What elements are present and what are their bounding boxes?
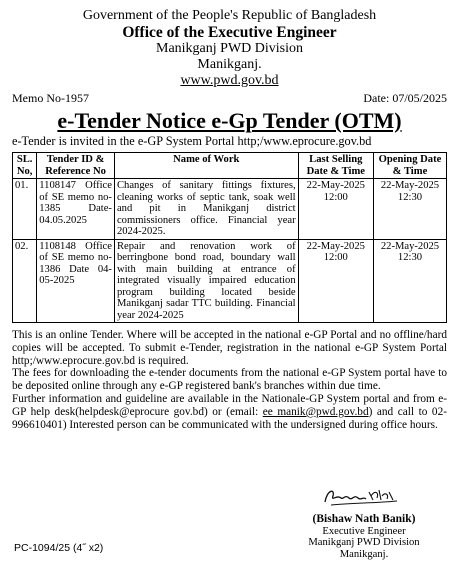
notice-body: [12, 329, 447, 431]
cell-work: Repair and renovation work of berringbone bond road, boundary wall with main building at entrance of integrated visually impaired education program building located beside Manikganj sadar TTC building. Financial year 2024-2025: [114, 239, 298, 323]
cell-selling: [298, 179, 373, 240]
signatory-designation: Executive Engineer: [322, 525, 406, 537]
notice-intro: e-Tender is invited in the e-GP System Portal http;/www.eprocure.gov.bd: [12, 134, 372, 148]
contact-text-end: ) and call to 02-996610401) Interested person can be communicated with the undersigned during office hours.: [12, 405, 447, 431]
memo-date: Date: 07/05/2025: [363, 91, 447, 105]
cell-opening: [373, 179, 446, 240]
notice-title: e-Tender Notice e-Gp Tender (OTM): [57, 108, 402, 133]
header-selling: Last Selling Date & Time: [298, 153, 373, 179]
opening-date: 22-May-2025: [380, 240, 440, 252]
cell-sl: 01.: [13, 179, 37, 240]
opening-time: 12:30: [397, 191, 423, 203]
header-work: Name of Work: [114, 153, 298, 179]
table-row: [13, 239, 447, 323]
signatory-place: Manikganj.: [339, 548, 389, 560]
paragraph-online-tender: This is an online Tender. Where will be accepted in the national e-GP Portal and no offline/hard copies will be accepted. To submit e-Tender, registration in the national e-GP System Portal http;/www.eprocure.gov.bd is required.: [12, 329, 447, 367]
header-sl: SL. No,: [13, 153, 37, 179]
cell-tender-id: 1108148 Office of SE memo no-1386 Date 04-05-2025: [37, 239, 115, 323]
opening-time: 12:30: [397, 252, 423, 263]
contact-text-start: Further information and guideline are available in the Nationale-GP System portal and from e-GP help desk(helpdesk@eprocure gov.bd) or (email:: [12, 392, 447, 418]
table-header-row: [13, 153, 447, 179]
location: Manikganj.: [197, 57, 262, 72]
office-name: Office of the Executive Engineer: [122, 24, 337, 41]
cell-sl: 02.: [13, 239, 37, 323]
signature-area: [0, 482, 459, 574]
tender-table: [12, 152, 447, 323]
letterhead: [12, 8, 447, 89]
government-line: Government of the People's Republic of Bangladesh: [82, 8, 377, 23]
website-link[interactable]: www.pwd.gov.bd: [180, 73, 279, 88]
cell-selling: [298, 239, 373, 323]
pc-number: PC-1094/25 (4˝ x2): [14, 542, 104, 554]
opening-date: 22-May-2025: [380, 180, 440, 191]
division-name: Manikganj PWD Division: [156, 41, 303, 56]
paragraph-fees: The fees for downloading the e-tender documents from the national e-GP System portal have to be deposited online through any e-GP registered bank's branches within due time.: [12, 367, 447, 393]
table-row: [13, 179, 447, 240]
selling-time: 12:00: [323, 191, 348, 203]
email-link[interactable]: ee manik@pwd.gov.bd: [262, 405, 369, 418]
handwritten-signature: [321, 484, 401, 508]
memo-number: Memo No-1957: [12, 91, 89, 105]
signatory-block: [289, 514, 439, 560]
tender-notice-page: [0, 8, 459, 574]
header-tender-id: Tender ID & Reference No: [37, 153, 115, 179]
cell-opening: [373, 239, 446, 323]
signatory-division: Manikganj PWD Division: [308, 537, 420, 549]
cell-tender-id: 1108147 Office of SE memo no-1385 Date-04.05.2025: [37, 179, 115, 240]
header-opening: Opening Date & Time: [373, 153, 446, 179]
memo-row: [12, 91, 447, 105]
paragraph-contact: [12, 393, 447, 431]
cell-work: Changes of sanitary fittings fixtures, cleaning works of septic tank, soak well and pit in Manikganj district commissioners office. Financial year 2024-2025.: [114, 179, 298, 240]
selling-date: 22-May-2025: [306, 240, 365, 252]
selling-date: 22-May-2025: [306, 180, 365, 191]
signatory-name: (Bishaw Nath Banik): [312, 513, 416, 525]
selling-time: 12:00: [323, 252, 348, 263]
